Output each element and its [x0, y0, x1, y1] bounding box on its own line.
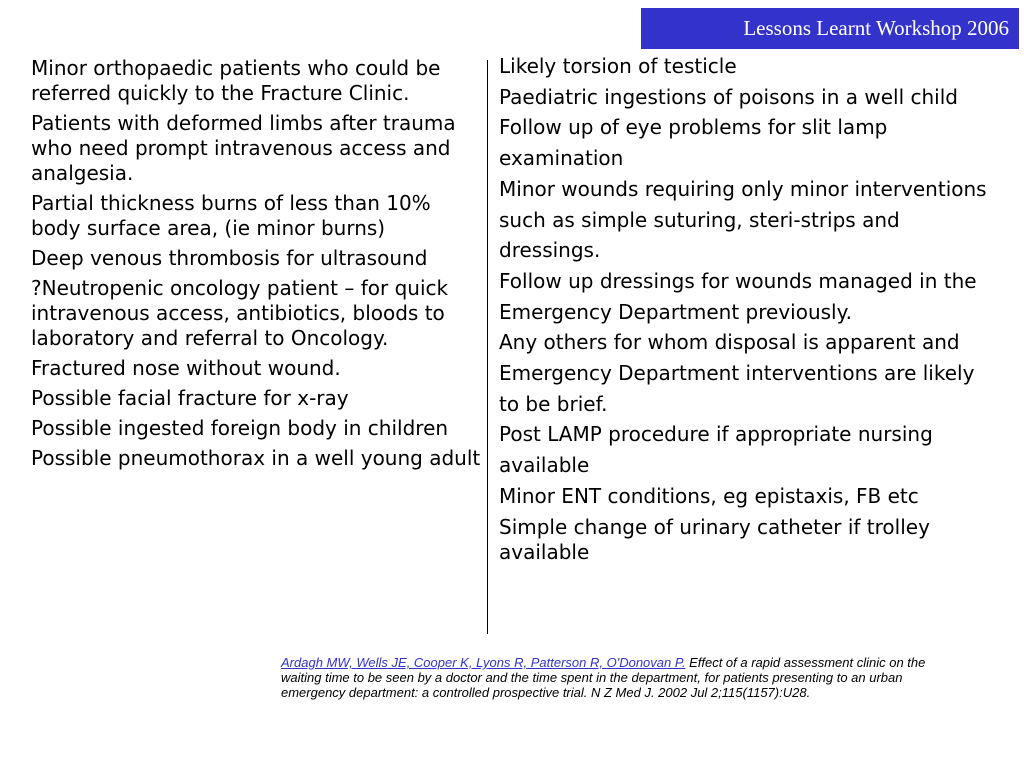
left-column-list [31, 56, 483, 476]
citation-text: Effect of a rapid assessment clinic on the waiting time to be seen by a doctor and the time spent in the department, for patients presenting to an urban emergency department: a controlled prospective trial. N Z Med J. 2002 Jul 2;115(1157):U28. [281, 655, 926, 700]
citation-authors-link[interactable]: Ardagh MW, Wells JE, Cooper K, Lyons R, Patterson R, O'Donovan P. [281, 655, 686, 670]
list-item: Fractured nose without wound. [31, 356, 341, 380]
list-item: Patients with deformed limbs after trauma who need prompt intravenous access and analgesia. [31, 111, 456, 185]
list-item: Deep venous thrombosis for ultrasound [31, 246, 428, 270]
banner-title: Lessons Learnt Workshop 2006 [743, 16, 1009, 40]
list-item: Post LAMP procedure if appropriate nursing available [499, 422, 933, 478]
list-item: Paediatric ingestions of poisons in a well child [499, 84, 958, 109]
list-item: Any others for whom disposal is apparent and Emergency Department interventions are likely to be brief. [499, 330, 975, 416]
list-item: Possible ingested foreign body in children [31, 416, 449, 440]
list-item: Follow up dressings for wounds managed in the Emergency Department previously. [499, 268, 977, 324]
list-item: ?Neutropenic oncology patient – for quick intravenous access, antibiotics, bloods to laboratory and referral to Oncology. [31, 276, 449, 350]
list-item: Partial thickness burns of less than 10% body surface area, (ie minor burns) [31, 191, 431, 240]
list-item: Follow up of eye problems for slit lamp examination [499, 115, 888, 171]
column-divider [487, 60, 488, 634]
citation [281, 655, 961, 700]
list-item: Minor orthopaedic patients who could be referred quickly to the Fracture Clinic. [31, 56, 441, 105]
right-column-list [499, 51, 999, 565]
list-item: Possible pneumothorax in a well young adult [31, 446, 481, 470]
list-item: Minor ENT conditions, eg epistaxis, FB etc [499, 483, 919, 508]
list-item: Simple change of urinary catheter if trolley available [499, 514, 930, 564]
header-banner [641, 8, 1019, 49]
list-item: Likely torsion of testicle [499, 54, 737, 78]
list-item: Minor wounds requiring only minor interventions such as simple suturing, steri-strips and dressings. [499, 176, 987, 263]
list-item: Possible facial fracture for x-ray [31, 386, 349, 410]
